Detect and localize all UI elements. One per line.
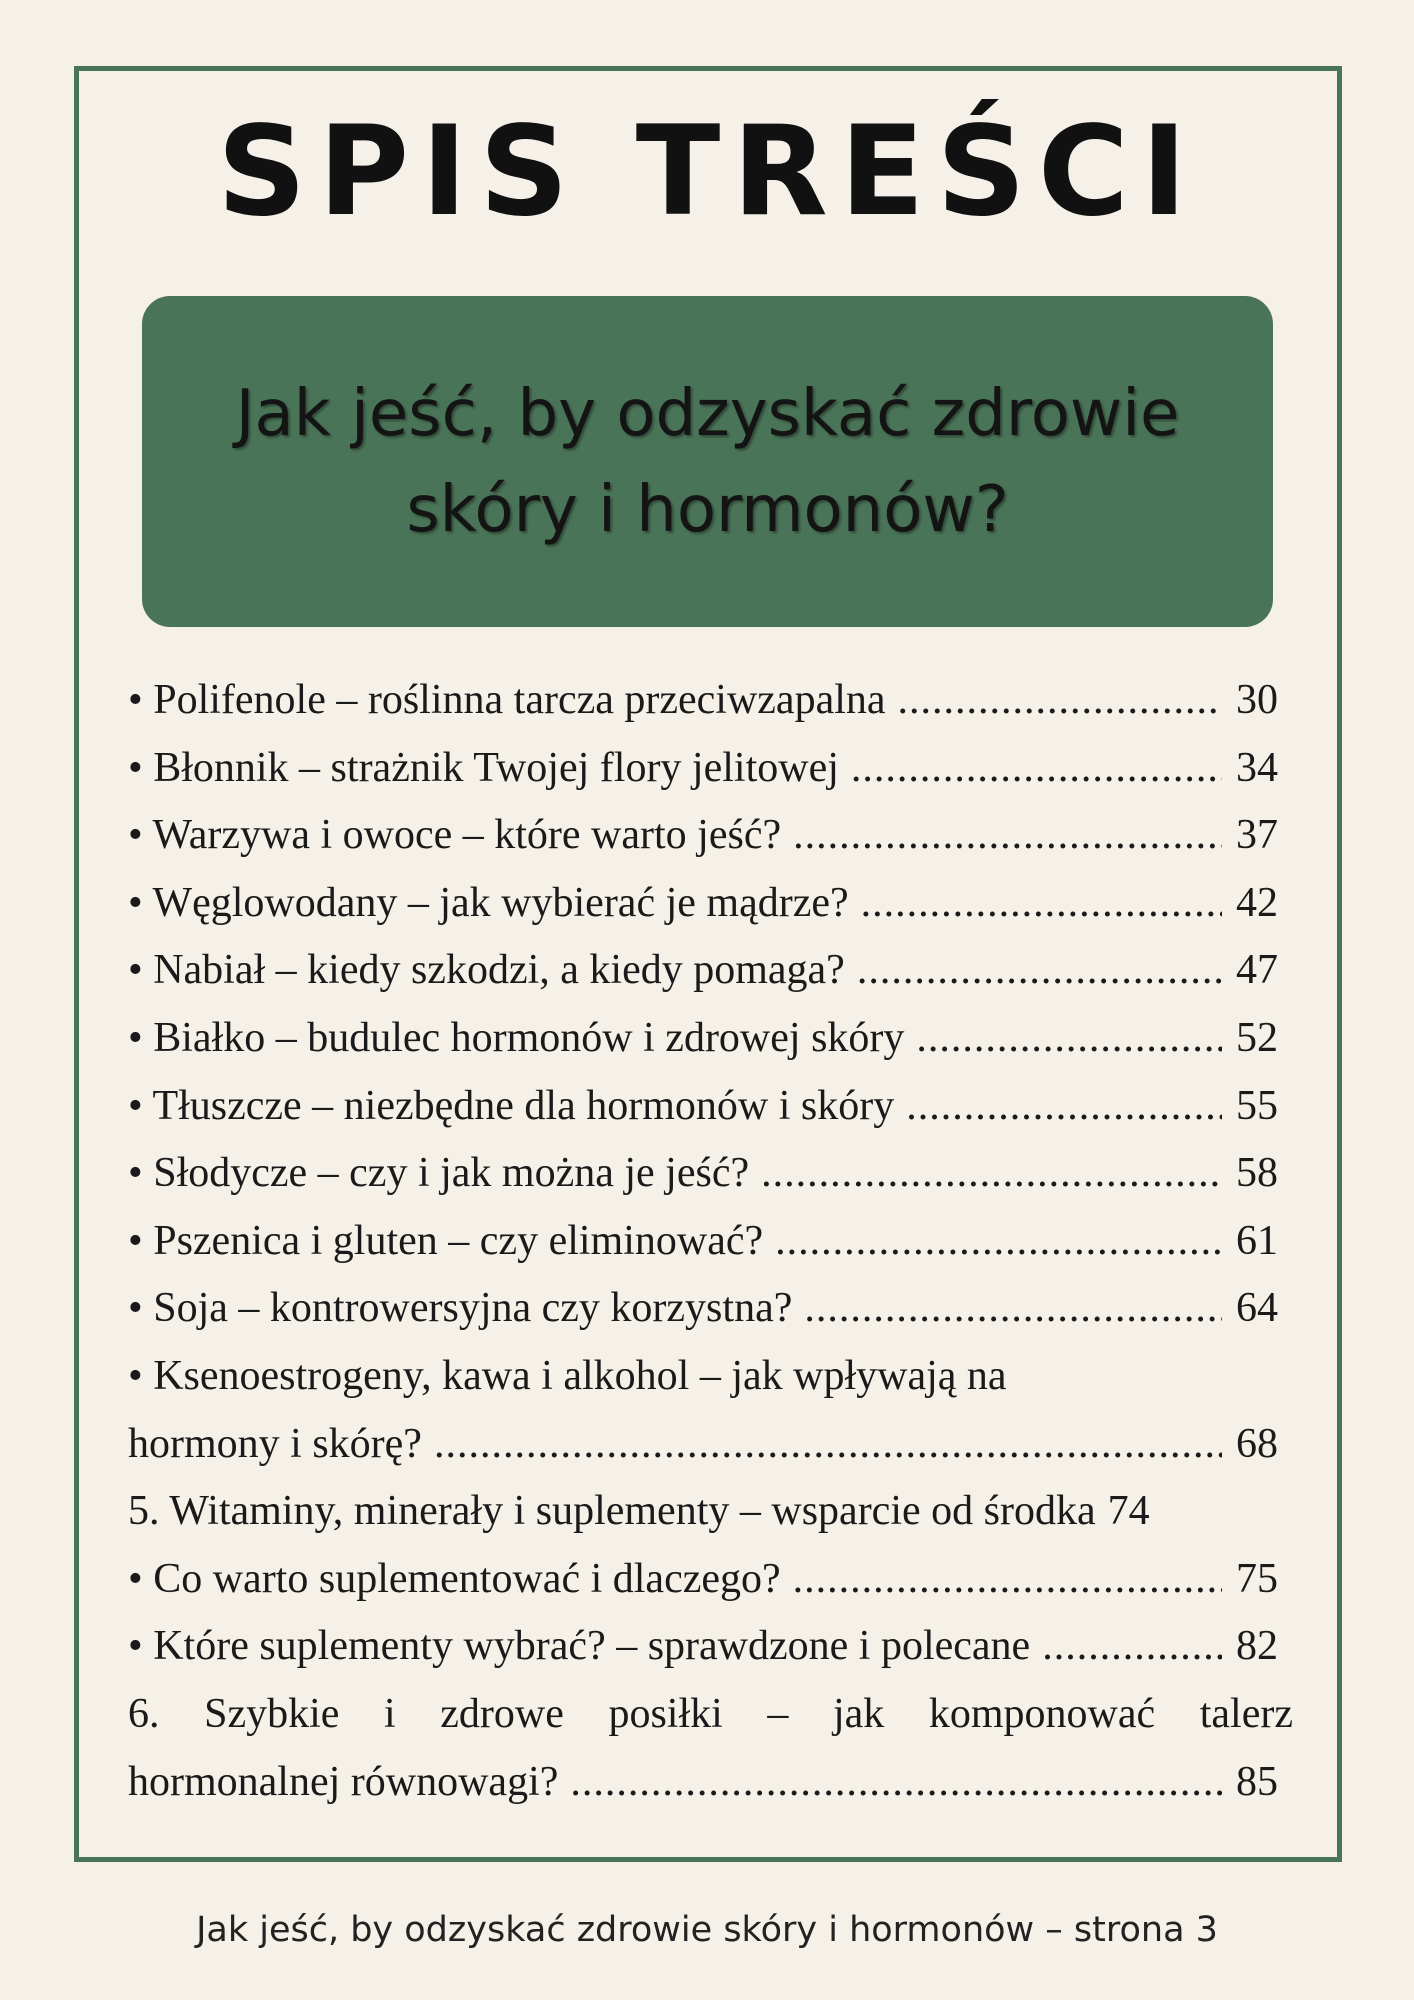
toc-entry[interactable] — [128, 735, 1278, 803]
toc-entry-label: • Polifenole – roślinna tarcza przeciwzapalna — [128, 677, 886, 723]
toc-leader-dots — [804, 1275, 1222, 1343]
toc-leader-dots — [434, 1411, 1222, 1479]
toc-leader-dots — [898, 667, 1222, 735]
toc-leader-dots — [793, 802, 1222, 870]
toc-entry-page: 68 — [1236, 1420, 1278, 1467]
toc-entry[interactable] — [128, 1546, 1278, 1614]
toc-entry-label: • Warzywa i owoce – które warto jeść? — [128, 812, 782, 859]
toc-entry-page: 55 — [1236, 1082, 1278, 1129]
page-footer: Jak jeść, by odzyskać zdrowie skóry i hormonów – strona 3 — [196, 1910, 1218, 1950]
toc-entry-label: • Nabiał – kiedy szkodzi, a kiedy pomaga? — [128, 947, 845, 994]
toc-entry-label: hormony i skórę? — [128, 1420, 422, 1467]
toc-entry-label: • Soja – kontrowersyjna czy korzystna? — [128, 1285, 793, 1332]
toc-entry-ksenoestrogeny-line1[interactable]: • Ksenoestrogeny, kawa i alkohol – jak wpływają na — [128, 1352, 1007, 1399]
toc-section-page: 74 — [1107, 1488, 1150, 1535]
toc-leader-dots — [851, 735, 1222, 803]
toc-entry-page: 82 — [1236, 1623, 1278, 1670]
toc-entry-page: 47 — [1236, 947, 1278, 994]
toc-entry-label: • Węglowodany – jak wybierać je mądrze? — [128, 879, 849, 926]
page-title: SPIS TREŚCI — [216, 100, 1200, 244]
toc-entry-ksenoestrogeny[interactable] — [128, 1411, 1278, 1479]
toc-section-6-line1[interactable]: 6. Szybkie i zdrowe posiłki – jak komponować talerz — [128, 1690, 1293, 1737]
toc-leader-dots — [916, 1005, 1222, 1073]
toc-entry-label: • Słodycze – czy i jak można je jeść? — [128, 1150, 750, 1197]
toc-entry-page: 34 — [1236, 744, 1278, 791]
toc-leader-dots — [570, 1749, 1222, 1817]
toc-entry[interactable] — [128, 1208, 1278, 1276]
banner-line-1: Jak jeść, by odzyskać zdrowie — [235, 376, 1180, 451]
toc-leader-dots — [761, 1140, 1222, 1208]
toc-entry[interactable] — [128, 667, 1278, 735]
toc-entry[interactable] — [128, 802, 1278, 870]
toc-leader-dots — [1042, 1613, 1222, 1681]
toc-entry-label: • Białko – budulec hormonów i zdrowej skóry — [128, 1014, 905, 1061]
toc-entry[interactable] — [128, 1275, 1278, 1343]
toc-entry-page: 37 — [1236, 812, 1278, 859]
toc-entry[interactable] — [128, 1005, 1278, 1073]
toc-section-label: 5. Witaminy, minerały i suplementy – wsparcie od środka — [128, 1488, 1096, 1535]
toc-leader-dots — [793, 1546, 1222, 1614]
toc-leader-dots — [906, 1073, 1222, 1141]
toc-leader-dots — [775, 1208, 1222, 1276]
toc-entry-page: 42 — [1236, 879, 1278, 926]
toc-entry-page: 30 — [1236, 677, 1278, 723]
toc-entry[interactable] — [128, 1073, 1278, 1141]
toc-entry-label: • Które suplementy wybrać? – sprawdzone i polecane — [128, 1623, 1031, 1670]
toc-entry[interactable] — [128, 1140, 1278, 1208]
toc-entry[interactable] — [128, 1613, 1278, 1681]
toc-section-6[interactable] — [128, 1749, 1278, 1817]
toc-entry-label: • Błonnik – strażnik Twojej flory jelitowej — [128, 744, 839, 791]
toc-entry[interactable] — [128, 870, 1278, 938]
toc-entry-page: 64 — [1236, 1285, 1278, 1332]
toc-entry[interactable] — [128, 937, 1278, 1005]
toc-entry-page: 61 — [1236, 1217, 1278, 1264]
toc-entry-label: • Pszenica i gluten – czy eliminować? — [128, 1217, 764, 1264]
banner-line-2: skóry i hormonów? — [406, 472, 1009, 547]
toc-leader-dots — [861, 870, 1222, 938]
table-of-contents — [128, 667, 1293, 1816]
toc-entry-label: • Co warto suplementować i dlaczego? — [128, 1555, 781, 1602]
toc-entry-page: 58 — [1236, 1150, 1278, 1197]
toc-leader-dots — [857, 937, 1222, 1005]
toc-section-page: 85 — [1236, 1758, 1278, 1805]
title-banner — [142, 296, 1273, 627]
toc-entry-page: 75 — [1236, 1555, 1278, 1602]
toc-section-5[interactable] — [128, 1478, 1278, 1546]
toc-section-label: hormonalnej równowagi? — [128, 1758, 559, 1805]
toc-entry-label: • Tłuszcze – niezbędne dla hormonów i skóry — [128, 1082, 895, 1129]
toc-entry-page: 52 — [1236, 1014, 1278, 1061]
